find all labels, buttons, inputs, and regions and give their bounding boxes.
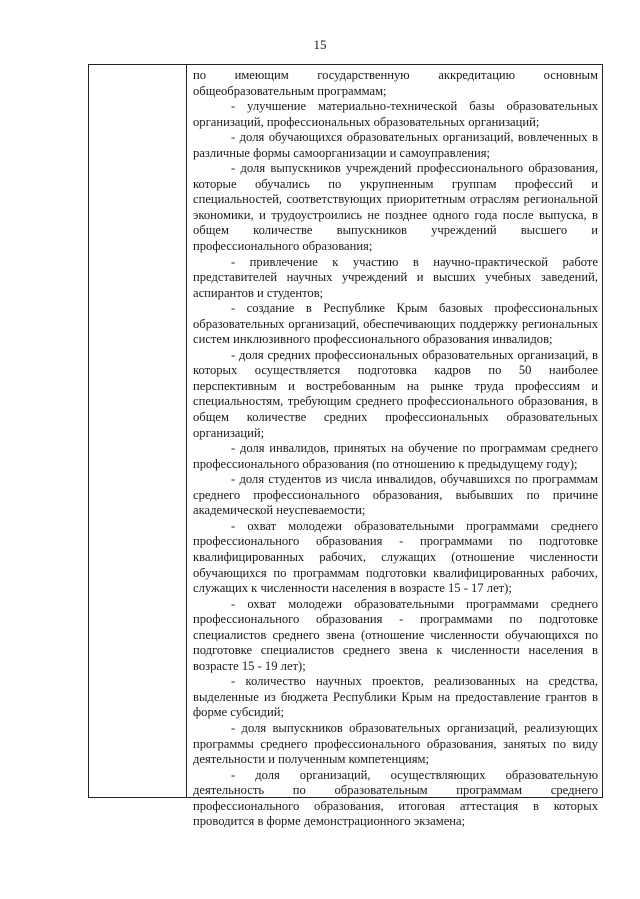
paragraph: - охват молодежи образовательными программами среднего профессионального образования - программами по подготовке специалистов среднего звена (отношение численности обучающихся по подготовке специалистов среднего звена к численности населения в возрасте 15 - 19 лет); bbox=[193, 596, 598, 673]
paragraph: по имеющим государственную аккредитацию основным общеобразовательным программам; bbox=[193, 68, 598, 98]
paragraph: - доля выпускников образовательных организаций, реализующих программы среднего профессионального образования, занятых по виду деятельности и полученным компетенциям; bbox=[193, 720, 598, 767]
paragraph: - доля обучающихся образовательных организаций, вовлеченных в различные формы самоорганизации и самоуправления; bbox=[193, 130, 598, 160]
indicators-table bbox=[88, 64, 603, 829]
paragraph: - количество научных проектов, реализованных на средства, выделенные из бюджета Республики Крым на предоставление грантов в форме субсидий; bbox=[193, 674, 598, 720]
page-number: 15 bbox=[313, 37, 327, 52]
paragraph: - охват молодежи образовательными программами среднего профессионального образования - программами по подготовке квалифицированных рабочих, служащих (отношение численности обучающихся по программам подготовки квалифицированных рабочих, служащих к численности населения в возрасте 15 - 17 лет); bbox=[193, 518, 598, 596]
paragraph: - создание в Республике Крым базовых профессиональных образовательных организаций, обеспечивающих поддержку региональных систем инклюзивного профессионального образования инвалидов; bbox=[193, 301, 598, 347]
paragraph: - доля студентов из числа инвалидов, обучавшихся по программам среднего профессионального образования, выбывших по причине академической неуспеваемости; bbox=[193, 472, 598, 518]
paragraph: - улучшение материально-технической базы образовательных организаций, профессиональных образовательных организаций; bbox=[193, 99, 598, 129]
table-left-column bbox=[89, 65, 187, 797]
paragraph: - доля средних профессиональных образовательных организаций, в которых осуществляется подготовка кадров по 50 наиболее перспективным и востребованным на рынке труда профессиям и специальностям, требующим среднего профессионального образования, в общем количестве средних профессиональных образовательных организаций; bbox=[193, 347, 598, 440]
paragraph: - привлечение к участию в научно-практической работе представителей научных учреждений и высших учебных заведений, аспирантов и студентов; bbox=[193, 254, 598, 300]
paragraph: - доля организаций, осуществляющих образовательную деятельность по образовательным программам среднего профессионального образования, итоговая аттестация в которых проводится в форме демонстрационного экзамена; bbox=[193, 767, 598, 829]
paragraph: - доля инвалидов, принятых на обучение по программам среднего профессионального образования (по отношению к предыдущему году); bbox=[193, 441, 598, 471]
paragraph: - доля выпускников учреждений профессионального образования, которые обучались по укрупненным группам профессий и специальностей, соответствующих приоритетным отраслям региональной экономики, и трудоустроились не позднее одного года после выпуска, в общем количестве выпускников учреждений высшего и профессионального образования; bbox=[193, 161, 598, 254]
table-right-column bbox=[193, 68, 598, 830]
